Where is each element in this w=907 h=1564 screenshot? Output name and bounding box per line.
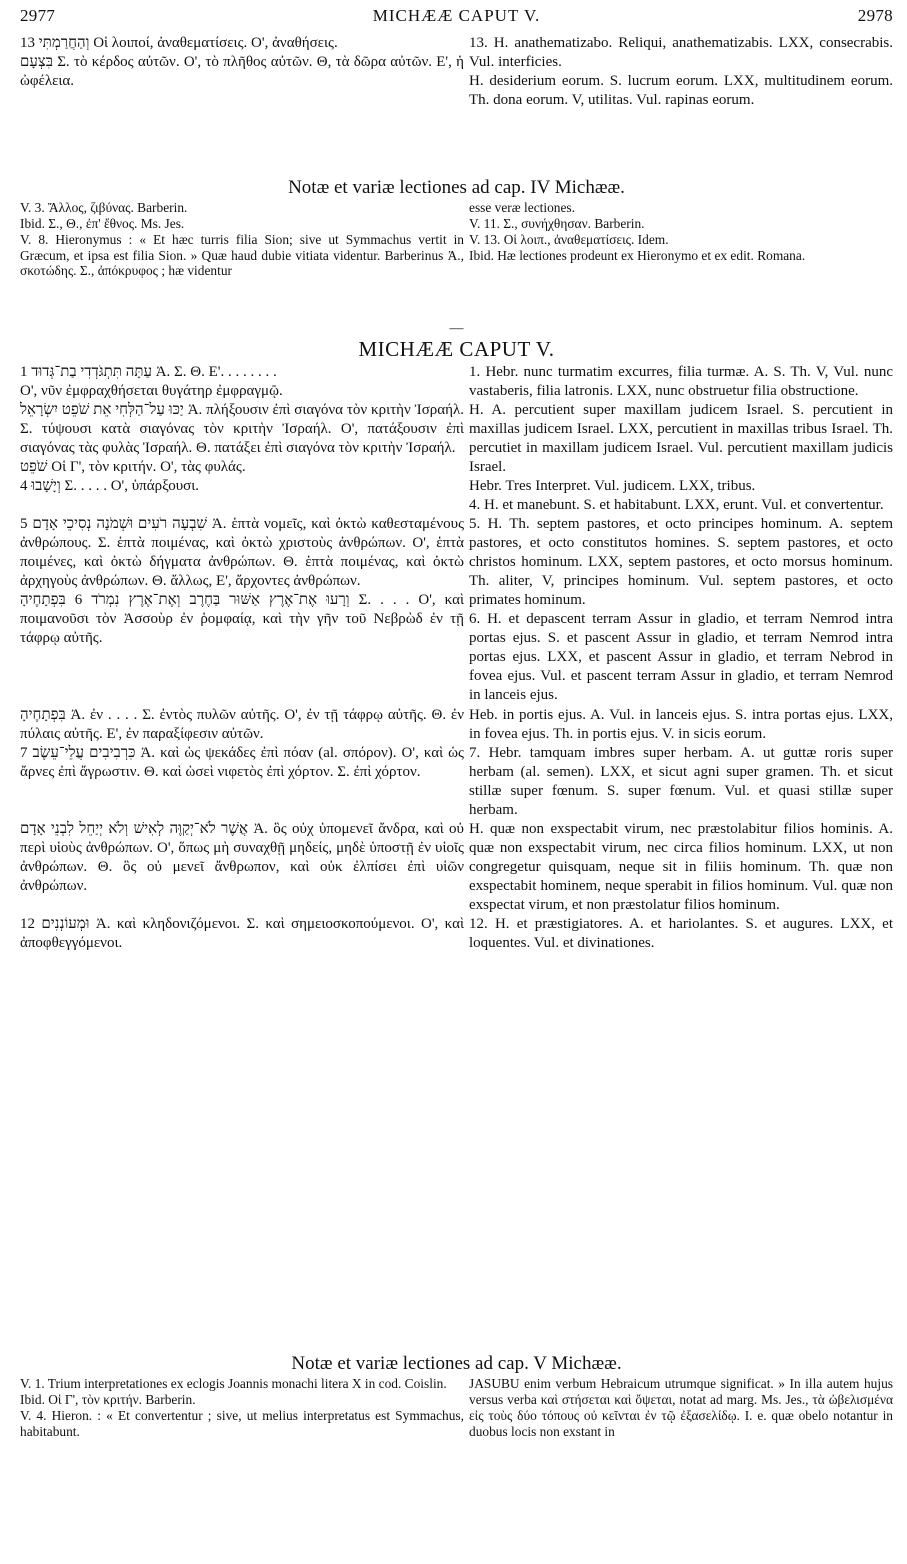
running-title: MICHÆÆ CAPUT V.	[372, 6, 541, 25]
note: Ibid. Hæ lectiones prodeunt ex Hieronymo et ex edit. Romana.	[469, 247, 806, 263]
notes-iv-right-column	[469, 200, 893, 279]
hexaplar-entry: וְיָשָׁבוּ 4 Σ. . . . . Ο', ὑπάρξουσι.	[20, 477, 200, 494]
latin-entry: H. A. percutient super maxillam judicem Israel. S. percutient in maxillas judicem Israel. LXX, percutient in maxillas tribus Israel. Th. percutiet in maxillam judicem Israel. Vul. percutient maxillam judicis Israel.	[469, 401, 893, 475]
left-page-number: 2977	[20, 6, 56, 25]
note: JASUBU enim verbum Hebraicum utrumque significat. » In illa autem hujus versus verba καὶ στήσεται καὶ ὄψεται, notat ad marg. Ms. Jes., τὰ ὠβελισμένα εἰς τοὺς δύο τόπους οὐ κεῖνται ἐν τῷ ἐξασελίδῳ. I. e. quæ obelo notantur in duobus locis non exstant in	[469, 1376, 893, 1439]
chapter-v	[20, 322, 893, 953]
hexaplar-entry: עַתָּה תִּתְגֹּדְדִי בַת־גְּדוּד 1 Ἀ. Σ. Θ. Ε'. . . . . . . .	[20, 363, 277, 380]
notes-iv-left-column	[20, 200, 464, 279]
note: V. 11. Σ., συνήχθησαν. Barberin.	[469, 215, 645, 231]
note: V. 1. Trium interpretationes ex eclogis Joannis monachi litera X in cod. Coislin.	[20, 1376, 447, 1392]
paragraph: בִּצְעָם Σ. τὸ κέρδος αὐτῶν. Ο', τὸ πλῆθος αὐτῶν. Θ, τὰ δῶρα αὐτῶν. Ε', ἡ ὠφέλεια.	[20, 54, 464, 90]
paragraph: H. desiderium eorum. S. lucrum eorum. LXX, multitudinem eorum. Th. dona eorum. V, utilitas. Vul. rapinas eorum.	[469, 73, 893, 109]
verse-row	[20, 401, 893, 515]
note: esse veræ lectiones.	[469, 200, 575, 216]
notes-v-title: Notæ et variæ lectiones ad cap. V Michææ.	[291, 1353, 622, 1374]
note: V. 4. Hieron. : « Et convertentur ; sive, ut melius interpretatus est Symmachus, habitabunt.	[20, 1407, 464, 1439]
hexaplar-entry: Ο', νῦν ἐμφραχθήσεται θυγάτηρ ἐμφραγμῷ.	[20, 382, 283, 399]
latin-entry: 7. Hebr. tamquam imbres super herbam. A. ut guttæ roris super herbam (al. semen). LXX, et sicut agni super gramen. Th. et sicut stillæ super fœnum. S. super fœnum. Vul. et quasi stillæ super herbam.	[469, 744, 893, 818]
note: V. 13. Οἱ λοιπ., ἀναθεματίσεις. Idem.	[469, 231, 669, 247]
hexaplar-entry: כִּרְבִיבִים עֲלֵי־עֵשֶׂב 7 Ἀ. καὶ ὡς ψεκάδες ἐπὶ πόαν (al. σπόρον). Ο', καὶ ὡς ἄρνες ἐπὶ ἄγρωστιν. Θ. καὶ ὡσεὶ νιφετὸς ἐπὶ χόρτον. Σ. ἐπὶ χόρτον.	[20, 744, 464, 780]
hexaplar-entry: וּמְעוֹנְנִים 12 Ἀ. καὶ κληδονιζόμενοι. Σ. καὶ σημειοσκοπούμενοι. Ο', καὶ ἀποφθεγγόμενοι.	[20, 916, 464, 952]
latin-entry: 4. H. et manebunt. S. et habitabunt. LXX, erunt. Vul. et convertentur.	[469, 496, 884, 513]
notes-chapter-iv	[20, 176, 893, 279]
note: V. 3. Ἄλλος, ζιβύνας. Barberin.	[20, 200, 188, 216]
latin-entry: 12. H. et præstigiatores. A. et hariolantes. S. et augures. LXX, et loquentes. Vul. et divinationes.	[469, 916, 893, 952]
verse-row	[20, 915, 893, 953]
hexaplar-entry: וְרָעוּ אֶת־אֶרֶץ אַשּׁוּר בַּחֶרֶב וְאֶת־אֶרֶץ נִמְרֹד 6 בִּפְתָחֶיהָ Σ. . . . Ο', καὶ ποιμανοῦσι τὸν Ἀσσοὺρ ἐν ῥομφαίᾳ, καὶ τὴν γῆν τοῦ Νεβρὼδ ἐν τῇ τάφρῳ αὐτῆς.	[20, 592, 464, 647]
latin-entry: 6. H. et depascent terram Assur in gladio, et terram Nemrod intra portas ejus. S. et pascent Assur in gladio, et terram Nemrod intra portas ejus. LXX, et pascent Assur in gladio, et terram Nebrod in fovea ejus. Vul. et pascent terram Assur in gladio, et terram Nemrod in lanceis ejus.	[469, 611, 893, 704]
note: Ibid. Οἱ Γ', τὸν κριτήν. Barberin.	[20, 1391, 196, 1407]
hexaplar-entry: אֲשֶׁר לֹא־יְקַוֶּה לְאִישׁ וְלֹא יְיַחֵל לִבְנֵי אָדָם Ἀ. ὃς οὐχ ὑπομενεῖ ἄνδρα, καὶ οὐ περὶ υἱοὺς ἀνθρώπων. Ο', ὅπως μὴ συναχθῇ μηδείς, μηδὲ ὑποστῇ ἐν υἱοῖς ἀνθρώπων. Θ. ὃς οὐ μενεῖ ἄνθρωπον, καὶ οὐκ ἐλπίσει ἐπὶ υἱῶν ἀνθρώπων.	[20, 820, 464, 894]
notes-v-left-column	[20, 1376, 464, 1439]
paragraph: 13. H. anathematizabo. Reliqui, anathematizabis. LXX, consecrabis. Vul. interficies.	[469, 35, 893, 71]
hexaplar-entry: שִׁבְעָה רֹעִים וּשְׁמֹנָה נְסִיכֵי אָדָם 5 Ἀ. ἑπτὰ νομεῖς, καὶ ὀκτὼ καθεσταμένους ἀνθρώπους. Σ. ἑπτὰ ποιμένας, καὶ ὀκτὼ χριστοὺς ἀνθρώπων. Ο', ἑπτὰ ποιμένες, καὶ ὀκτὼ δήγματα ἀνθρώπων. Θ. ἑπτὰ ποιμένας, καὶ ὀκτὼ ἀρχηγοὺς ἀνθρώπων. Θ. ἄλλως, Ε', ἄρχοντες ἀνθρώπων.	[20, 516, 465, 590]
latin-entry: 1. Hebr. nunc turmatim excurres, filia turmæ. A. S. Th. V, Vul. nunc vastaberis, filia latronis. LXX, nunc obstruetur filia obstructione.	[469, 363, 893, 399]
running-header	[20, 5, 893, 31]
notes-chapter-v	[20, 1352, 893, 1439]
note: Ibid. Σ., Θ., ἐπ' ἔθνος. Ms. Jes.	[20, 215, 185, 231]
chapter-title: MICHÆÆ CAPUT V.	[358, 337, 555, 361]
hexaplar-entry: בִּפְתָחֶיהָ Ἀ. ἐν . . . . Σ. ἐντὸς πυλῶν αὐτῆς. Ο', ἐν τῇ τάφρῳ αὐτῆς. Θ. ἐν πύλαις αὐτῆς. Ε', ἐν παραξίφεσιν αὐτῶν.	[20, 706, 464, 742]
top-left-column	[20, 34, 464, 110]
top-right-column	[469, 34, 893, 110]
hexaplar-entry: יַכּוּ עַל־הַלְּחִי אֵת שֹׁפֵט יִשְׂרָאֵל Ἀ. πλήξουσιν ἐπὶ σιαγόνα τὸν κριτὴν Ἰσραήλ. Σ. τύψουσι κατὰ σιαγόνας τὸν κριτὴν Ἰσραήλ. Ο', πατάξουσιν ἐπὶ σιαγόνας τὰς φυλὰς Ἰσραήλ. Θ. πατάξει ἐπὶ σιαγόνα τὸν κριτὴν Ἰσραήλ.	[20, 401, 464, 456]
hexaplar-entry: שֹׁפֵט Οἱ Γ', τὸν κριτήν. Ο', τὰς φυλάς.	[20, 458, 246, 475]
notes-v-right-column	[469, 1376, 893, 1439]
verse-row	[20, 363, 893, 401]
verse-row	[20, 515, 893, 705]
latin-entry: 5. H. Th. septem pastores, et octo principes hominum. A. septem pastores, et octo constitutos homines. S. septem pastores, et octo christos hominum. LXX, septem pastores, et octo morsus hominum. Th. aliter, V, principes hominum. Vul. septem pastores, et octo primates hominum.	[469, 516, 893, 609]
verse-row	[20, 820, 893, 915]
right-page-number: 2978	[857, 6, 893, 25]
notes-iv-title: Notæ et variæ lectiones ad cap. IV Michææ.	[288, 177, 625, 198]
section-dash: —	[449, 321, 464, 336]
latin-entry: Hebr. Tres Interpret. Vul. judicem. LXX, tribus.	[469, 477, 756, 494]
top-section	[20, 34, 893, 110]
verse-row	[20, 706, 893, 820]
paragraph: וְהַחֲרַמְתִּי 13 Οἱ λοιποί, ἀναθεματίσεις. Ο', ἀναθήσεις.	[20, 35, 338, 51]
latin-entry: Heb. in portis ejus. A. Vul. in lanceis ejus. S. intra portas ejus. LXX, in fovea ejus. Th. in portis ejus. V. in sicis eorum.	[469, 706, 893, 742]
latin-entry: H. quæ non exspectabit virum, nec præstolabitur filios hominis. A. quæ non exspectabit virum, nec circa filios hominum. LXX, ut non congregetur quisquam, neque sit in filiis hominum. Th. quæ non exspectabit hominem, neque sperabit in filios hominum. Vul. quæ non exspectat virum, et non præstolatur filios hominum.	[469, 820, 893, 913]
note: V. 8. Hieronymus : « Et hæc turris filia Sion; sive ut Symmachus vertit in Græcum, et ipsa est filia Sion. » Quæ haud dubie vitiata videntur. Barberinus Ἀ., σκοτώδης. Σ., ἀπόκρυφος ; hæ videntur	[20, 231, 464, 279]
